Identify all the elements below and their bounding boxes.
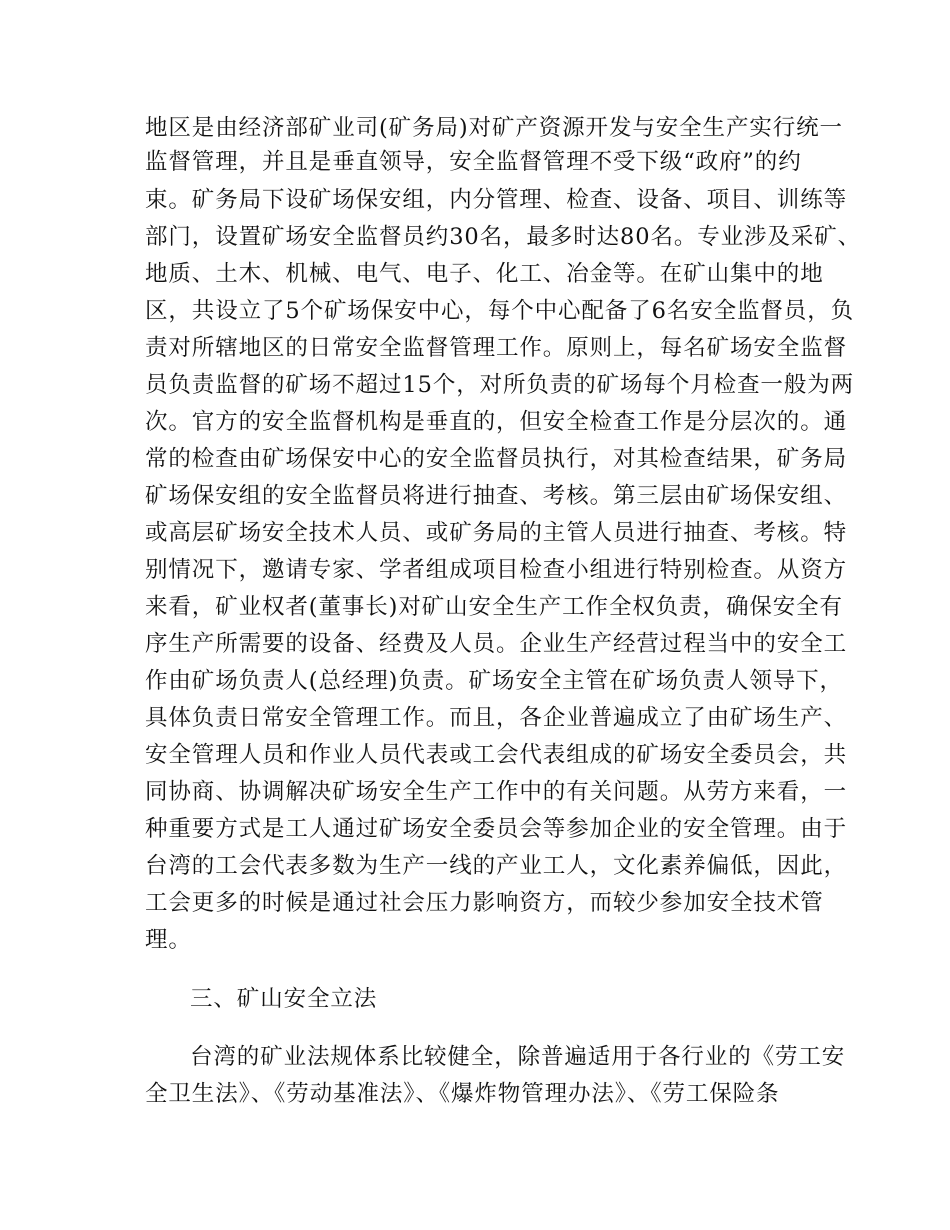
paragraph-line: 地质、土木、机械、电气、电子、化工、冶金等。在矿山集中的地	[145, 261, 824, 287]
paragraph-line: 束。矿务局下设矿场保安组，内分管理、检查、设备、项目、训练等	[145, 187, 848, 213]
paragraph-line: 台湾的矿业法规体系比较健全，除普遍适用于各行业的《劳工安	[190, 1044, 846, 1070]
paragraph-line: 次。官方的安全监督机构是垂直的，但安全检查工作是分层次的。通	[145, 409, 848, 435]
paragraph-line: 区，共设立了5个矿场保安中心，每个中心配备了6名安全监督员，负	[145, 298, 855, 324]
paragraph-line: 员负责监督的矿场不超过15个，对所负责的矿场每个月检查一般为两	[145, 372, 855, 398]
paragraph-line: 别情况下，邀请专家、学者组成项目检查小组进行特别检查。从资方	[145, 557, 848, 583]
paragraph-line: 全卫生法》、《劳动基准法》、《爆炸物管理办法》、《劳工保险条	[145, 1081, 780, 1107]
paragraph-line: 安全管理人员和作业人员代表或工会代表组成的矿场安全委员会，共	[145, 742, 848, 768]
section-heading: 三、矿山安全立法	[190, 986, 378, 1012]
paragraph-line: 矿场保安组的安全监督员将进行抽查、考核。第三层由矿场保安组、	[145, 483, 848, 509]
paragraph-line: 种重要方式是工人通过矿场安全委员会等参加企业的安全管理。由于	[145, 816, 848, 842]
paragraph-line: 具体负责日常安全管理工作。而且，各企业普遍成立了由矿场生产、	[145, 705, 848, 731]
paragraph-line: 理。	[145, 927, 192, 953]
paragraph-line: 责对所辖地区的日常安全监督管理工作。原则上，每名矿场安全监督	[145, 335, 848, 361]
paragraph-line: 工会更多的时候是通过社会压力影响资方，而较少参加安全技术管	[145, 890, 824, 916]
paragraph-line: 序生产所需要的设备、经费及人员。企业生产经营过程当中的安全工	[145, 631, 848, 657]
paragraph-line: 部门，设置矿场安全监督员约30名，最多时达80名。专业涉及采矿、	[145, 224, 862, 250]
paragraph-line: 作由矿场负责人(总经理)负责。矿场安全主管在矿场负责人领导下，	[145, 668, 843, 694]
paragraph-line: 常的检查由矿场保安中心的安全监督员执行，对其检查结果，矿务局	[145, 446, 848, 472]
paragraph-line: 或高层矿场安全技术人员、或矿务局的主管人员进行抽查、考核。特	[145, 520, 848, 546]
paragraph-line: 监督管理，并且是垂直领导，安全监督管理不受下级“政府”的约	[145, 149, 802, 175]
paragraph-line: 同协商、协调解决矿场安全生产工作中的有关问题。从劳方来看，一	[145, 779, 848, 805]
paragraph-line: 地区是由经济部矿业司(矿务局)对矿产资源开发与安全生产实行统一	[145, 115, 843, 141]
paragraph-line: 来看，矿业权者(董事长)对矿山安全生产工作全权负责，确保安全有	[145, 594, 843, 620]
paragraph-line: 台湾的工会代表多数为生产一线的产业工人，文化素养偏低，因此，	[145, 853, 848, 879]
